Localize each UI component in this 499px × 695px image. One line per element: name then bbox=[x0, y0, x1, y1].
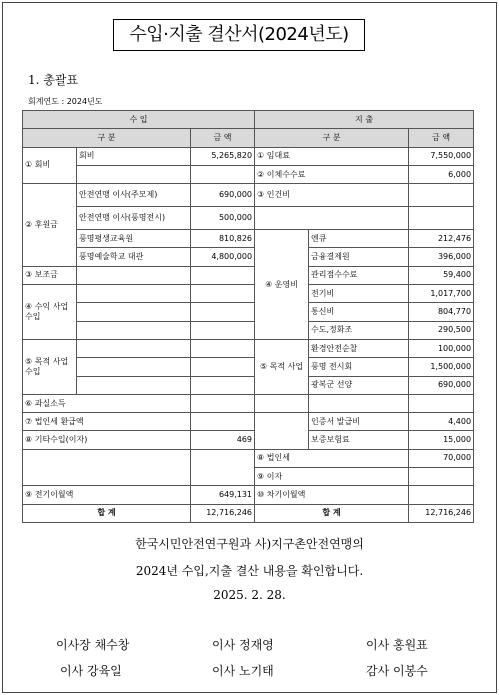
expense-cat bbox=[255, 207, 409, 230]
signature-chairman: 이사장 채수창 bbox=[56, 638, 130, 652]
expense-amount: 4,400 bbox=[409, 413, 474, 431]
income-amount bbox=[191, 449, 255, 486]
income-header: 수 입 bbox=[23, 111, 255, 129]
income-item bbox=[77, 285, 191, 303]
income-cat: ⑧ 기타수입(이자) bbox=[23, 431, 191, 449]
income-total-amount: 12,716,246 bbox=[191, 504, 255, 522]
expense-header: 지 출 bbox=[255, 111, 474, 129]
income-item: 풍명예술학교 대관 bbox=[77, 248, 191, 266]
income-amount: 810,826 bbox=[191, 230, 255, 248]
expense-amount: 396,000 bbox=[409, 248, 474, 266]
section-heading: 1. 총괄표 bbox=[28, 73, 79, 87]
income-item: 안전연맹 이사(풍명전시) bbox=[77, 207, 191, 230]
confirm-date: 2025. 2. 28. bbox=[213, 588, 286, 602]
expense-cat bbox=[255, 413, 309, 450]
expense-item: 엔큐 bbox=[309, 230, 409, 248]
expense-amount bbox=[409, 394, 474, 412]
expense-cat: ④ 운영비 bbox=[255, 230, 309, 340]
income-amount bbox=[191, 321, 255, 339]
income-amount bbox=[191, 303, 255, 321]
expense-item: 광복군 선양 bbox=[309, 376, 409, 394]
expense-total-label: 합 계 bbox=[255, 504, 409, 522]
document-title: 수입·지출 결산서(2024년도) bbox=[113, 19, 365, 51]
income-cat: ① 회비 bbox=[23, 147, 77, 184]
expense-cat: ③ 인건비 bbox=[255, 184, 409, 207]
settlement-table bbox=[22, 110, 474, 523]
income-item bbox=[77, 339, 191, 357]
income-amount: 649,131 bbox=[191, 486, 255, 504]
expense-item: 수도,정화조 bbox=[309, 321, 409, 339]
expense-amount bbox=[409, 184, 474, 207]
income-item bbox=[77, 376, 191, 394]
expense-item: 전기비 bbox=[309, 285, 409, 303]
income-amount bbox=[191, 413, 255, 431]
income-cat: ② 후원금 bbox=[23, 184, 77, 267]
confirm-line-2: 2024년 수입,지출 결산 내용을 확인합니다. bbox=[135, 564, 364, 578]
income-amount bbox=[191, 165, 255, 183]
expense-cat: ① 임대료 bbox=[255, 147, 409, 165]
income-category-header: 구 분 bbox=[23, 129, 191, 147]
income-cat: ⑦ 법인세 환급액 bbox=[23, 413, 191, 431]
expense-amount: 804,770 bbox=[409, 303, 474, 321]
income-amount bbox=[191, 266, 255, 284]
income-amount-header: 금 액 bbox=[191, 129, 255, 147]
expense-amount: 6,000 bbox=[409, 165, 474, 183]
income-amount bbox=[191, 376, 255, 394]
expense-cat: ⑤ 목적 사업 bbox=[255, 339, 309, 394]
income-amount bbox=[191, 285, 255, 303]
income-item: 풍명평생교육원 bbox=[77, 230, 191, 248]
signature-director: 이사 노기태 bbox=[212, 664, 274, 678]
signature-director: 이사 홍원표 bbox=[366, 638, 428, 652]
expense-item: 보증보험료 bbox=[309, 431, 409, 449]
expense-amount bbox=[409, 468, 474, 486]
income-amount: 4,800,000 bbox=[191, 248, 255, 266]
expense-amount: 1,500,000 bbox=[409, 358, 474, 376]
expense-cat: ⑩ 차기이월액 bbox=[255, 486, 409, 504]
expense-amount: 290,500 bbox=[409, 321, 474, 339]
expense-amount: 7,550,000 bbox=[409, 147, 474, 165]
fiscal-year-label: 회계연도 : 2024년도 bbox=[28, 97, 103, 106]
income-item: 안전연맹 이사(주모제) bbox=[77, 184, 191, 207]
income-cat: ⑥ 과실소득 bbox=[23, 394, 191, 412]
income-cat: ③ 보조금 bbox=[23, 266, 77, 284]
expense-cat: ② 이체수수료 bbox=[255, 165, 409, 183]
expense-cat bbox=[255, 394, 309, 412]
expense-item: 관리점수수료 bbox=[309, 266, 409, 284]
income-amount: 5,265,820 bbox=[191, 147, 255, 165]
expense-item: 금융결제원 bbox=[309, 248, 409, 266]
income-item bbox=[77, 303, 191, 321]
income-amount: 690,000 bbox=[191, 184, 255, 207]
confirm-line-1: 한국시민안전연구원과 사)지구촌안전연맹의 bbox=[135, 537, 364, 551]
expense-cat: ⑧ 법인세 bbox=[255, 449, 409, 467]
expense-item: 통신비 bbox=[309, 303, 409, 321]
income-item: 회비 bbox=[77, 147, 191, 165]
income-cat: ⑤ 목적 사업 수입 bbox=[23, 339, 77, 394]
income-amount bbox=[191, 339, 255, 357]
expense-item: 인증서 발급비 bbox=[309, 413, 409, 431]
expense-amount: 59,400 bbox=[409, 266, 474, 284]
expense-item: 환경안전순찰 bbox=[309, 339, 409, 357]
expense-amount: 1,017,700 bbox=[409, 285, 474, 303]
expense-item: 풍명 전시회 bbox=[309, 358, 409, 376]
expense-amount: 212,476 bbox=[409, 230, 474, 248]
income-cat: ⑨ 전기이월액 bbox=[23, 486, 191, 504]
expense-total-amount: 12,716,246 bbox=[409, 504, 474, 522]
expense-amount: 70,000 bbox=[409, 449, 474, 467]
expense-item bbox=[309, 394, 409, 412]
income-item bbox=[77, 358, 191, 376]
income-amount: 500,000 bbox=[191, 207, 255, 230]
expense-amount: 690,000 bbox=[409, 376, 474, 394]
signature-auditor: 감사 이봉수 bbox=[366, 664, 428, 678]
income-amount bbox=[191, 394, 255, 412]
expense-category-header: 구 분 bbox=[255, 129, 409, 147]
expense-amount: 100,000 bbox=[409, 339, 474, 357]
income-item bbox=[77, 321, 191, 339]
income-amount: 469 bbox=[191, 431, 255, 449]
expense-amount: 15,000 bbox=[409, 431, 474, 449]
expense-amount-header: 금 액 bbox=[409, 129, 474, 147]
income-item bbox=[77, 266, 191, 284]
income-total-label: 합 계 bbox=[23, 504, 191, 522]
expense-cat: ⑨ 이자 bbox=[255, 468, 409, 486]
income-amount bbox=[191, 358, 255, 376]
income-cat bbox=[23, 449, 191, 486]
signature-director: 이사 강육일 bbox=[60, 664, 122, 678]
income-cat: ④ 수익 사업 수입 bbox=[23, 285, 77, 340]
expense-amount bbox=[409, 486, 474, 504]
expense-amount bbox=[409, 207, 474, 230]
income-item bbox=[77, 165, 191, 183]
signature-director: 이사 정재영 bbox=[212, 638, 274, 652]
